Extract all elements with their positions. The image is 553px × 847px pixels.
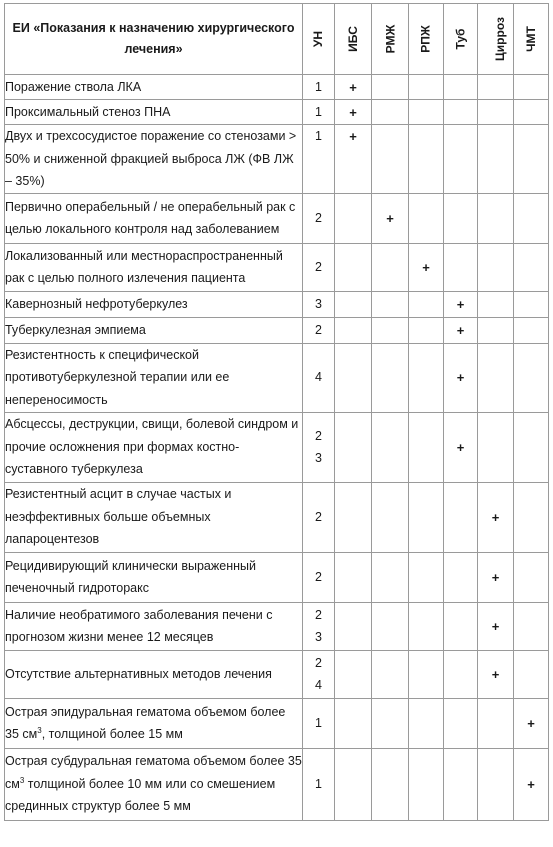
table-row: [5, 100, 549, 125]
plus-mark: +: [349, 104, 357, 120]
table-row: [5, 317, 549, 343]
table-row: [5, 552, 549, 602]
mark-cell: [444, 317, 478, 343]
column-header-un: УН: [303, 4, 335, 75]
mark-cell: [409, 343, 444, 412]
table-row: [5, 243, 549, 291]
indication-cell: Первично операбельный / не операбельный рак с целью локального контроля над заболеванием: [5, 193, 303, 243]
mark-cell: [514, 100, 549, 125]
level-cell: 3: [303, 291, 335, 317]
mark-cell: [478, 193, 514, 243]
mark-cell: [514, 243, 549, 291]
table-row: [5, 343, 549, 412]
mark-cell: [478, 748, 514, 820]
mark-cell: [444, 482, 478, 552]
level-cell: 1: [303, 75, 335, 100]
mark-cell: [335, 291, 372, 317]
mark-cell: [444, 602, 478, 650]
mark-cell: [478, 343, 514, 412]
mark-cell: [409, 650, 444, 698]
mark-cell: [514, 75, 549, 100]
mark-cell: [335, 343, 372, 412]
plus-mark: +: [527, 715, 535, 731]
mark-cell: [335, 412, 372, 482]
mark-cell: [372, 125, 409, 194]
mark-cell: [444, 698, 478, 748]
table-row: [5, 291, 549, 317]
indication-cell: Поражение ствола ЛКА: [5, 75, 303, 100]
mark-cell: [372, 412, 409, 482]
mark-cell: [409, 291, 444, 317]
mark-cell: [372, 291, 409, 317]
level-cell: 2 4: [303, 650, 335, 698]
mark-cell: [478, 75, 514, 100]
mark-cell: [478, 552, 514, 602]
indication-cell: Резистентность к специфической противотуберкулезной терапии или ее непереносимость: [5, 343, 303, 412]
mark-cell: [335, 100, 372, 125]
mark-cell: [335, 698, 372, 748]
mark-cell: [478, 412, 514, 482]
mark-cell: [444, 193, 478, 243]
mark-cell: [372, 650, 409, 698]
mark-cell: [478, 650, 514, 698]
column-header-ibs: ИБС: [335, 4, 372, 75]
mark-cell: [478, 291, 514, 317]
mark-cell: [478, 482, 514, 552]
mark-cell: [335, 75, 372, 100]
level-cell: 1: [303, 100, 335, 125]
indication-cell: Проксимальный стеноз ПНА: [5, 100, 303, 125]
level-cell: 2: [303, 193, 335, 243]
mark-cell: [335, 243, 372, 291]
mark-cell: [335, 748, 372, 820]
mark-cell: [409, 317, 444, 343]
table-row: [5, 125, 549, 194]
table-row: [5, 698, 549, 748]
column-header-chmt: ЧМТ: [514, 4, 549, 75]
plus-mark: +: [456, 322, 465, 338]
mark-cell: [372, 602, 409, 650]
mark-cell: [335, 125, 372, 194]
mark-cell: [372, 748, 409, 820]
mark-cell: [514, 602, 549, 650]
level-cell: 1: [303, 748, 335, 820]
column-header-cirrhosis: Цирроз: [478, 4, 514, 75]
level-cell: 2: [303, 552, 335, 602]
mark-cell: [372, 100, 409, 125]
mark-cell: [444, 343, 478, 412]
mark-cell: [372, 243, 409, 291]
mark-cell: [514, 291, 549, 317]
table-row: [5, 650, 549, 698]
mark-cell: [372, 317, 409, 343]
mark-cell: [478, 125, 514, 194]
mark-cell: [514, 698, 549, 748]
indication-cell: Рецидивирующий клинически выраженный печеночный гидроторакс: [5, 552, 303, 602]
level-cell: 2: [303, 482, 335, 552]
level-cell: 2 3: [303, 412, 335, 482]
mark-cell: [409, 602, 444, 650]
column-header-rpzh: РПЖ: [409, 4, 444, 75]
plus-mark: +: [456, 296, 465, 312]
plus-mark: +: [491, 618, 500, 634]
indication-cell: Кавернозный нефротуберкулез: [5, 291, 303, 317]
column-header-rmzh: РМЖ: [372, 4, 409, 75]
mark-cell: [478, 243, 514, 291]
mark-cell: [372, 343, 409, 412]
table-header-row: [5, 4, 549, 75]
mark-cell: [514, 193, 549, 243]
plus-mark: +: [491, 666, 500, 682]
table-row: [5, 482, 549, 552]
mark-cell: [335, 602, 372, 650]
column-header-tub: Туб: [444, 4, 478, 75]
mark-cell: [335, 650, 372, 698]
mark-cell: [409, 482, 444, 552]
mark-cell: [514, 412, 549, 482]
mark-cell: [372, 552, 409, 602]
mark-cell: [444, 552, 478, 602]
mark-cell: [444, 125, 478, 194]
plus-mark: +: [491, 509, 500, 525]
mark-cell: [444, 75, 478, 100]
table-row: [5, 412, 549, 482]
mark-cell: [409, 698, 444, 748]
mark-cell: [372, 193, 409, 243]
mark-cell: [335, 552, 372, 602]
mark-cell: [514, 125, 549, 194]
table-row: [5, 602, 549, 650]
mark-cell: [335, 482, 372, 552]
level-cell: 2: [303, 243, 335, 291]
mark-cell: [409, 748, 444, 820]
mark-cell: [444, 291, 478, 317]
indication-cell: Туберкулезная эмпиема: [5, 317, 303, 343]
mark-cell: [409, 125, 444, 194]
mark-cell: [409, 193, 444, 243]
mark-cell: [444, 100, 478, 125]
mark-cell: [478, 100, 514, 125]
mark-cell: [514, 343, 549, 412]
mark-cell: [335, 317, 372, 343]
mark-cell: [409, 552, 444, 602]
level-cell: 2 3: [303, 602, 335, 650]
mark-cell: [444, 243, 478, 291]
mark-cell: [409, 412, 444, 482]
mark-cell: [514, 748, 549, 820]
indications-table: [4, 3, 549, 821]
indication-cell: Локализованный или местнораспространенный рак с целью полного излечения пациента: [5, 243, 303, 291]
plus-mark: +: [349, 79, 357, 95]
level-cell: 1: [303, 125, 335, 194]
indication-cell: Абсцессы, деструкции, свищи, болевой синдром и прочие осложнения при формах костно-суставного туберкулеза: [5, 412, 303, 482]
mark-cell: [514, 317, 549, 343]
mark-cell: [372, 698, 409, 748]
level-cell: 4: [303, 343, 335, 412]
mark-cell: [444, 748, 478, 820]
mark-cell: [478, 698, 514, 748]
indication-cell: Острая эпидуральная гематома объемом более 35 $см^3$, толщиной более 15 мм: [5, 698, 303, 748]
indication-cell: Острая субдуральная гематома объемом более 35 $см^3$ толщиной более 10 мм или со смешением срединных структур более 5 мм: [5, 748, 303, 820]
mark-cell: [372, 75, 409, 100]
table-title: ЕИ «Показания к назначению хирургического лечения»: [5, 4, 303, 75]
mark-cell: [514, 650, 549, 698]
indication-cell: Резистентный асцит в случае частых и неэффективных больше объемных лапароцентезов: [5, 482, 303, 552]
level-cell: 2: [303, 317, 335, 343]
plus-mark: +: [386, 210, 394, 226]
plus-mark: +: [456, 370, 465, 385]
mark-cell: [444, 650, 478, 698]
indication-cell: Наличие необратимого заболевания печени с прогнозом жизни менее 12 месяцев: [5, 602, 303, 650]
plus-mark: +: [349, 129, 357, 144]
table-row: [5, 193, 549, 243]
table-row: [5, 75, 549, 100]
mark-cell: [335, 193, 372, 243]
mark-cell: [409, 100, 444, 125]
level-cell: 1: [303, 698, 335, 748]
plus-mark: +: [491, 569, 500, 585]
mark-cell: [478, 317, 514, 343]
plus-mark: +: [456, 439, 465, 455]
plus-mark: +: [422, 259, 430, 275]
plus-mark: +: [527, 776, 535, 792]
mark-cell: [514, 552, 549, 602]
indication-cell: Отсутствие альтернативных методов лечения: [5, 650, 303, 698]
indication-cell: Двух и трехсосудистое поражение со стенозами > 50% и сниженной фракцией выброса ЛЖ (ФВ ЛЖ – 35%): [5, 125, 303, 194]
mark-cell: [444, 412, 478, 482]
mark-cell: [514, 482, 549, 552]
table-row: [5, 748, 549, 820]
mark-cell: [372, 482, 409, 552]
mark-cell: [478, 602, 514, 650]
mark-cell: [409, 243, 444, 291]
mark-cell: [409, 75, 444, 100]
